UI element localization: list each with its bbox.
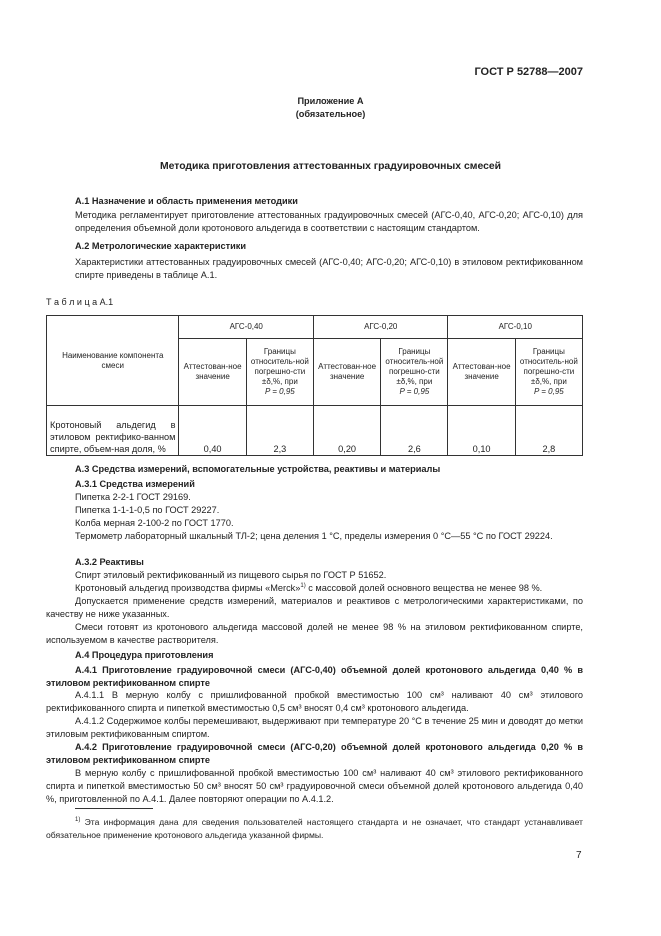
table-col-header: Аттестован-ное значение xyxy=(179,339,246,406)
list-item: Пипетка 1-1-1-0,5 по ГОСТ 29227. xyxy=(75,505,220,515)
reagent-line: Спирт этиловый ректификованный из пищевого сырья по ГОСТ Р 51652. xyxy=(75,570,387,580)
table-caption: Т а б л и ц а А.1 xyxy=(46,297,114,307)
subsection-heading-a31: А.3.1 Средства измерений xyxy=(75,479,195,489)
section-text-a1: Методика регламентирует приготовление аттестованных градуировочных смесей (АГС-0,40, АГС-0,20; АГС-0,10) для определения объемной доли кротонового альдегида в соответствии с настоящим стандартом. xyxy=(75,210,583,233)
paragraph: В мерную колбу с пришлифованной пробкой вместимостью 100 см³ наливают 40 см³ этилового ректификованного спирта и пипеткой вместимостью 50 см³ вносят 50 см³ градуировочной смеси объемной долей кротонового альдегида 0,40 %, приготовленной по А.4.1. Далее повторяют операции по А.4.1.2. xyxy=(46,768,583,804)
standard-number: ГОСТ Р 52788—2007 xyxy=(474,66,583,78)
page-number: 7 xyxy=(576,850,582,861)
table-cell-name: Кротоновый альдегид в этиловом ректифико-ванном спирте, объем-ная доля, % xyxy=(47,406,179,456)
list-item: Пипетка 2-2-1 ГОСТ 29169. xyxy=(75,492,191,502)
annex-status: (обязательное) xyxy=(295,109,366,119)
paragraph: Смеси готовят из кротонового альдегида массовой долей не менее 98 % на этиловом ректификованном спирте, используемом в качестве растворителя. xyxy=(46,622,583,645)
table-group-header: АГС-0,10 xyxy=(448,316,583,339)
table-cell: 2,8 xyxy=(515,406,582,456)
table-col-header: Аттестован-ное значение xyxy=(313,339,380,406)
reagent-line: Кротоновый альдегид производства фирмы «Merck»$^{1)}$ с массовой долей основного вещества не менее 98 %. xyxy=(75,582,543,593)
footnote-divider xyxy=(75,808,153,809)
section-heading-a3: А.3 Средства измерений, вспомогательные устройства, реактивы и материалы xyxy=(75,464,441,474)
table-col-header: Границы относитель-ной погрешно-сти ±δ,%, при P = 0,95 xyxy=(381,339,448,406)
table-cell: 2,3 xyxy=(246,406,313,456)
table-a1 xyxy=(46,315,583,456)
section-heading-a1: А.1 Назначение и область применения методики xyxy=(75,196,298,206)
subsection-heading-a42: А.4.2 Приготовление градуировочной смеси (АГС-0,20) объемной долей кротонового альдегида 0,20 % в этиловом ректификованном спирте xyxy=(46,742,583,765)
section-heading-a2: А.2 Метрологические характеристики xyxy=(75,241,247,251)
list-item: Колба мерная 2-100-2 по ГОСТ 1770. xyxy=(75,518,234,528)
paragraph: А.4.1.2 Содержимое колбы перемешивают, выдерживают при температуре 20 °С в течение 25 мин и доводят до метки этиловым ректификованным спиртом. xyxy=(46,716,583,739)
table-row xyxy=(47,406,583,456)
section-text-a2: Характеристики аттестованных градуировочных смесей (АГС-0,40; АГС-0,20; АГС-0,10) в этиловом ректификованном спирте приведены в таблице А.1. xyxy=(75,257,583,280)
table-cell: 0,10 xyxy=(448,406,515,456)
list-item: Термометр лабораторный шкальный ТЛ-2; цена деления 1 °С, пределы измерения 0 °С—55 °С по ГОСТ 29224. xyxy=(75,531,553,541)
page-title: Методика приготовления аттестованных градуировочных смесей xyxy=(159,161,502,172)
table-col-header: Границы относитель-ной погрешно-сти ±δ,%, при P = 0,95 xyxy=(246,339,313,406)
footnote: $^{1)}$ Эта информация дана для сведения пользователей настоящего стандарта и не означает, что стандарт устанавливает обязательное применение кротонового альдегида указанной фирмы. xyxy=(46,817,583,840)
paragraph: Допускается применение средств измерений, материалов и реактивов с метрологическими характеристиками, по качеству не ниже указанных. xyxy=(46,596,583,619)
subsection-heading-a32: А.3.2 Реактивы xyxy=(75,557,144,567)
paragraph: А.4.1.1 В мерную колбу с пришлифованной пробкой вместимостью 100 см³ наливают 40 см³ этилового ректификованного спирта и пипеткой вместимостью 0,5 см³ вносят 0,4 см³ кротонового альдегида. xyxy=(46,690,583,713)
annex-title: Приложение А xyxy=(297,96,364,106)
subsection-heading-a41: А.4.1 Приготовление градуировочной смеси (АГС-0,40) объемной долей кротонового альдегида 0,40 % в этиловом ректификованном спирте xyxy=(46,665,583,688)
table-cell: 0,20 xyxy=(313,406,380,456)
table-col-header: Аттестован-ное значение xyxy=(448,339,515,406)
table-group-header: АГС-0,40 xyxy=(179,316,314,339)
section-heading-a4: А.4 Процедура приготовления xyxy=(75,650,214,660)
table-cell: 0,40 xyxy=(179,406,246,456)
table-group-header: АГС-0,20 xyxy=(313,316,448,339)
table-cell: 2,6 xyxy=(381,406,448,456)
table-row-header: Наименование компонента смеси xyxy=(47,316,179,406)
table-col-header: Границы относитель-ной погрешно-сти ±δ,%, при P = 0,95 xyxy=(515,339,582,406)
